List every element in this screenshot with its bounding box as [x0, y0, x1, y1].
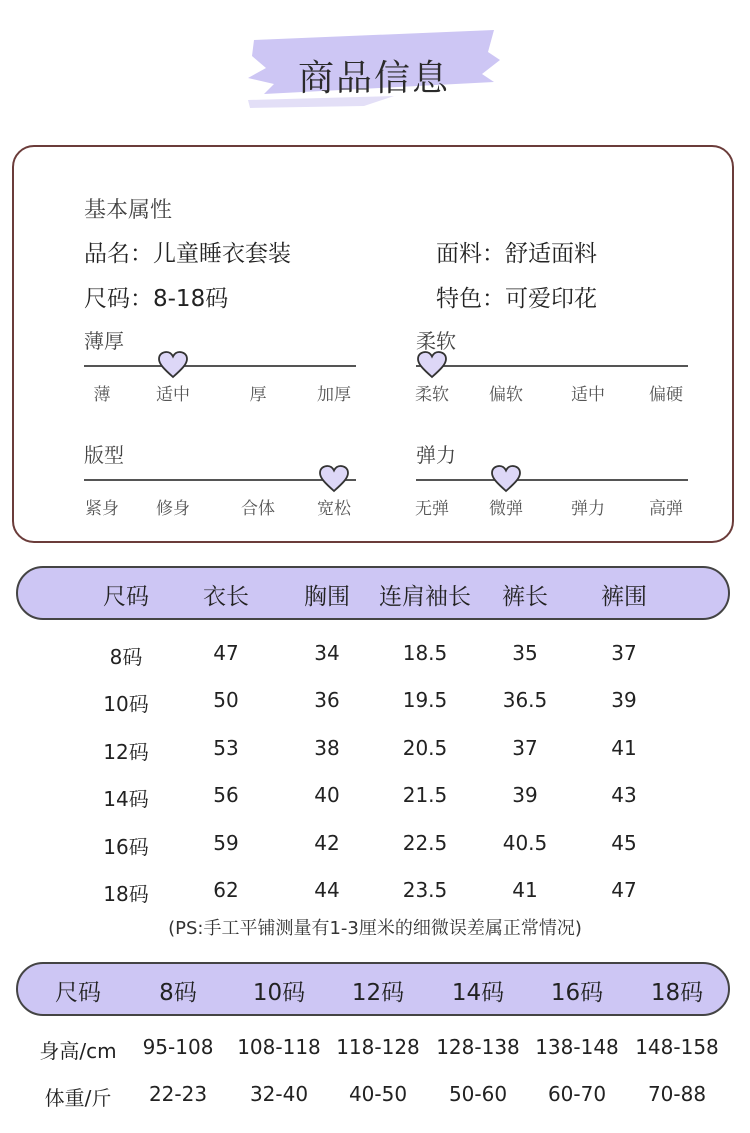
size-table-cell: 41: [512, 878, 538, 902]
size-table-header-cell: 衣长: [203, 584, 249, 610]
reference-table-cell: 128-138: [436, 1035, 520, 1059]
size-table-cell: 8码: [109, 645, 143, 669]
size-table-cell: 36.5: [502, 688, 548, 713]
thickness-slider-label: 薄厚: [84, 329, 124, 353]
size-table-cell: 43: [611, 783, 637, 808]
size-table-header-cell: 连肩袖长: [379, 584, 471, 610]
size-table-cell: 38: [314, 735, 340, 760]
elasticity-option: 高弹: [649, 499, 683, 519]
thickness-slider-track: [84, 365, 356, 367]
fit-option: 修身: [156, 499, 190, 519]
reference-table-cell: 118-128: [336, 1035, 420, 1059]
reference-table-header-cell: 16码: [550, 980, 604, 1006]
size-table-cell: 19.5: [402, 688, 448, 713]
elasticity-heart-marker-icon: [491, 465, 521, 493]
size-table-cell: 47: [611, 878, 637, 902]
size-table-cell: 35: [512, 641, 538, 665]
title-banner: [244, 22, 504, 112]
size-table-cell: 56: [213, 783, 239, 808]
size-table-cell: 23.5: [402, 878, 448, 902]
reference-table-cell: 22-23: [148, 1082, 208, 1106]
softness-option: 柔软: [415, 385, 449, 405]
reference-table-header-cell: 8码: [159, 980, 197, 1006]
size-table-cell: 10码: [103, 692, 149, 717]
reference-table-cell: 148-158: [635, 1035, 719, 1059]
size-table-cell: 18码: [103, 882, 149, 906]
size-table-cell: 12码: [103, 739, 149, 764]
size-table-cell: 59: [213, 830, 239, 855]
softness-slider-label: 柔软: [416, 329, 456, 353]
measurement-note: (PS:手工平铺测量有1-3厘米的细微误差属正常情况): [168, 918, 582, 939]
fit-option: 紧身: [85, 499, 119, 519]
size-table-cell: 42: [314, 830, 340, 855]
size-table-cell: 20.5: [402, 735, 448, 760]
size-table-cell: 18.5: [402, 641, 448, 665]
elasticity-option: 无弹: [415, 499, 449, 519]
fit-heart-marker-icon: [319, 465, 349, 493]
size-table-header-cell: 裤长: [502, 584, 548, 610]
size-table-header-cell: 胸围: [304, 584, 350, 610]
reference-table-cell: 40-50: [348, 1082, 408, 1106]
size-table-cell: 16码: [103, 834, 149, 859]
thickness-option: 薄: [93, 385, 111, 405]
size-table-cell: 22.5: [402, 830, 448, 855]
size-table-cell: 14码: [103, 787, 149, 812]
reference-table-cell: 70-88: [647, 1082, 707, 1106]
size-table-cell: 44: [314, 878, 340, 902]
reference-table-cell: 身高/cm: [39, 1039, 117, 1063]
thickness-heart-marker-icon: [158, 351, 188, 379]
size-table-cell: 53: [213, 735, 239, 760]
size-table-cell: 40: [314, 783, 340, 808]
size-table-header-cell: 尺码: [103, 584, 149, 610]
elasticity-option: 弹力: [571, 499, 605, 519]
reference-table-header-cell: 尺码: [55, 980, 101, 1006]
size-table-cell: 21.5: [402, 783, 448, 808]
fit-slider-track: [84, 479, 356, 481]
fit-option: 合体: [241, 499, 275, 519]
thickness-option: 加厚: [317, 385, 351, 405]
size-table-cell: 34: [314, 641, 340, 665]
size-table-cell: 41: [611, 735, 637, 760]
reference-table-cell: 138-148: [535, 1035, 619, 1059]
attribute-card: [12, 145, 734, 543]
elasticity-slider-track: [416, 479, 688, 481]
reference-table-cell: 95-108: [142, 1035, 214, 1059]
page-title: 商品信息: [297, 58, 450, 99]
reference-table-cell: 50-60: [448, 1082, 508, 1106]
softness-option: 适中: [571, 385, 605, 405]
softness-option: 偏硬: [649, 385, 683, 405]
product-name: 品名：儿童睡衣套装: [84, 241, 291, 267]
size-table-cell: 37: [512, 735, 538, 760]
elasticity-slider-label: 弹力: [416, 443, 456, 467]
reference-table-cell: 体重/斤: [44, 1086, 112, 1110]
reference-table-header-cell: 12码: [351, 980, 405, 1006]
reference-table-header-cell: 14码: [451, 980, 505, 1006]
size-table-cell: 47: [213, 641, 239, 665]
product-size: 尺码：8-18码: [84, 286, 229, 312]
reference-table-header-cell: 18码: [650, 980, 704, 1006]
softness-option: 偏软: [489, 385, 523, 405]
softness-slider-track: [416, 365, 688, 367]
reference-table-cell: 60-70: [547, 1082, 607, 1106]
thickness-option: 适中: [156, 385, 190, 405]
size-table-cell: 39: [611, 688, 637, 713]
reference-table-cell: 108-118: [237, 1035, 321, 1059]
product-feature: 特色：可爱印花: [436, 286, 597, 312]
elasticity-option: 微弹: [489, 499, 523, 519]
fit-option: 宽松: [317, 499, 351, 519]
softness-heart-marker-icon: [417, 351, 447, 379]
thickness-option: 厚: [249, 385, 267, 405]
size-table-cell: 40.5: [502, 830, 548, 855]
size-table-header-cell: 裤围: [601, 584, 647, 610]
reference-table-header-cell: 10码: [252, 980, 306, 1006]
size-table-cell: 36: [314, 688, 340, 713]
reference-table-cell: 32-40: [249, 1082, 309, 1106]
product-fabric: 面料：舒适面料: [436, 241, 597, 267]
attributes-heading: 基本属性: [84, 198, 173, 223]
size-table-cell: 45: [611, 830, 637, 855]
size-table-cell: 39: [512, 783, 538, 808]
fit-slider-label: 版型: [84, 443, 124, 467]
size-table-cell: 50: [213, 688, 239, 713]
size-table-cell: 62: [213, 878, 239, 902]
size-table-cell: 37: [611, 641, 637, 665]
